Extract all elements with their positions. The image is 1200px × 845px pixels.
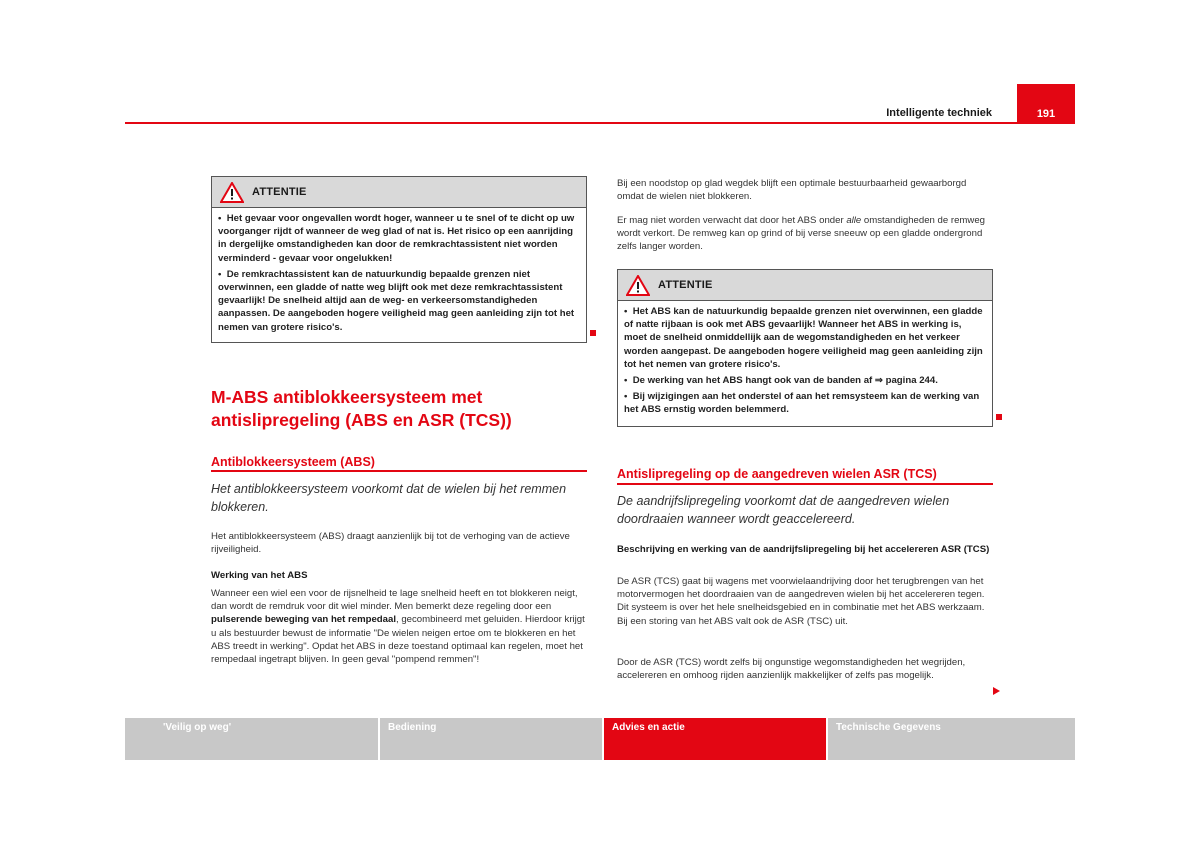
subheading-rule [617, 483, 993, 485]
body-paragraph: Er mag niet worden verwacht dat door het ABS onder alle omstandigheden de remweg wordt verkort. De remweg kan op grind of bij verse sneeuw op een gladde ondergrond zelfs langer worden. [617, 215, 985, 253]
description-heading: Beschrijving en werking van de aandrijfslipregeling bij het accelereren ASR (TCS) [617, 544, 990, 555]
warning-title: ATTENTIE [658, 279, 713, 291]
warning-bullet: • De werking van het ABS hangt ook van de banden af ⇒ pagina 244. [624, 375, 938, 387]
body-paragraph: Bij een noodstop op glad wegdek blijft een optimale bestuurbaarheid gewaarborgd omdat de wielen niet blokkeren. [617, 178, 967, 203]
working-heading: Werking van het ABS [211, 570, 308, 581]
warning-box-abs [617, 269, 993, 427]
warning-bullet: • Bij wijzigingen aan het onderstel of aan het remsysteem kan de werking van het ABS ernstig worden belemmerd. [624, 391, 980, 416]
lead-paragraph-asr: De aandrijfslipregeling voorkomt dat de aangedreven wielen doordraaien wanneer wordt geaccelereerd. [617, 494, 950, 526]
lead-paragraph-abs: Het antiblokkeersysteem voorkomt dat de wielen bij het remmen blokkeren. [211, 482, 567, 514]
body-paragraph: Het antiblokkeersysteem (ABS) draagt aanzienlijk bij tot de verhoging van de actieve rijveiligheid. [211, 531, 570, 556]
footer-tab-bediening[interactable]: Bediening [380, 718, 602, 760]
subheading-asr: Antislipregeling op de aangedreven wielen ASR (TCS) [617, 467, 937, 481]
section-end-marker [996, 414, 1002, 420]
warning-header [212, 177, 586, 208]
main-heading: M-ABS antiblokkeersysteem met antislipregeling (ABS en ASR (TCS)) [211, 387, 512, 430]
footer-tab-advies-en-actie[interactable]: Advies en actie [604, 718, 826, 760]
subheading-rule [211, 470, 587, 472]
page-reference[interactable]: ⇒ pagina 244 [874, 375, 936, 387]
page-number: 191 [1017, 84, 1075, 124]
warning-triangle-icon [626, 275, 650, 296]
warning-bullet: • De remkrachtassistent kan de natuurkundig bepaalde grenzen niet overwinnen, een gladde of natte weg blijft ook met deze remkrachtassistent gevaarlijk! De snelheid altijd aan de weg- en verkeersomstandigheden aanpassen. De aangeboden hogere veiligheid mag geen aanleiding zijn tot het nemen van grotere risico's. [218, 268, 575, 333]
section-end-marker [590, 330, 596, 336]
warning-box-remkrachtassistent [211, 176, 587, 343]
warning-title: ATTENTIE [252, 186, 307, 198]
continue-arrow-icon [993, 687, 1000, 695]
footer-tab-veilig-op-weg[interactable]: 'Veilig op weg' [125, 718, 378, 760]
body-paragraph-working: Wanneer een wiel een voor de rijsnelheid te lage snelheid heeft en tot blokkeren neigt, dan wordt de remdruk voor dit wiel minder. Men bemerkt deze regeling door een pulserende beweging van het rempedaal, gecombineerd met geluiden. Hierdoor krijgt u als bestuurder bewust de informatie "De wielen neigen ertoe om te blokkeren en het ABS treedt in werking". Opdat het ABS in deze toestand optimaal kan regelen, moet het rempedaal ingetrapt blijven. In geen geval "pompend remmen"! [211, 588, 585, 666]
warning-bullet: • Het ABS kan de natuurkundig bepaalde grenzen niet overwinnen, een gladde of natte rijbaan is ook met ABS gevaarlijk! Wanneer het ABS in werking is, moet de snelheid onmiddellijk aan de wegomstandigheden en het verkeer worden aangepast. De aangeboden hogere veiligheid mag geen aanleiding zijn tot het nemen van grotere risico's. [624, 306, 983, 370]
footer-tab-technische-gegevens[interactable]: Technische Gegevens [828, 718, 1075, 760]
header-rule [125, 122, 1075, 124]
warning-header [618, 270, 992, 301]
warning-triangle-icon [220, 182, 244, 203]
body-paragraph-asr: Door de ASR (TCS) wordt zelfs bij ongunstige wegomstandigheden het wegrijden, accelereren en omhoog rijden aanzienlijk makkelijker of zelfs pas mogelijk. [617, 657, 966, 682]
body-paragraph-asr: De ASR (TCS) gaat bij wagens met voorwielaandrijving door het terugbrengen van het motorvermogen het doordraaien van de aangedreven wielen bij het accelereren tegen. Dit systeem is over het hele snelheidsgebied en in combinatie met het ABS werkzaam. Bij een storing van het ABS valt ook de ASR (TSC) uit. [617, 576, 985, 627]
subheading-abs: Antiblokkeersysteem (ABS) [211, 455, 375, 469]
warning-bullet: • Het gevaar voor ongevallen wordt hoger, wanneer u te snel of te dicht op uw voorganger rijdt of wanneer de weg glad of nat is. Het risico op een aanrijding in dergelijke omstandigheden kan door de remkrachtassistent niet worden verminderd - gevaar voor ongelukken! [218, 213, 575, 264]
section-title: Intelligente techniek [886, 107, 992, 119]
